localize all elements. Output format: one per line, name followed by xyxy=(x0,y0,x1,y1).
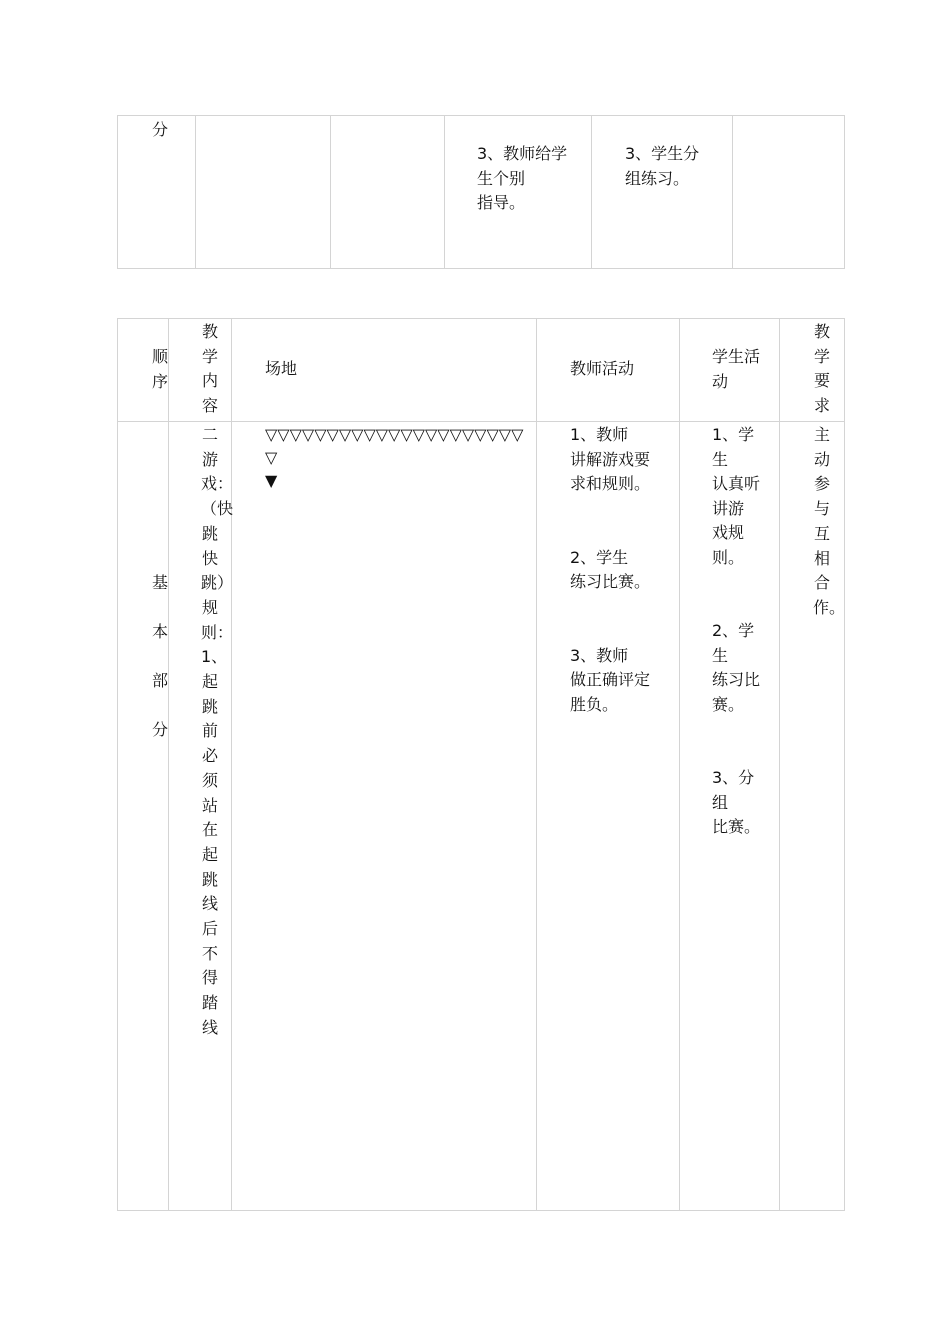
header-content: 教学内容 xyxy=(201,322,218,416)
header-teacher-activity: 教师活动 xyxy=(570,359,635,378)
top-table xyxy=(117,115,845,269)
top-teacher-activity-cell: 3、教师给学 生个别 指导。 xyxy=(477,144,568,212)
header-venue: 场地 xyxy=(265,359,298,378)
student-activity-cell: 1、学 生 认真听 讲游 戏规 则。 2、学 生 练习比 赛。 3、分 组 比赛。 xyxy=(712,425,761,836)
top-order-cell: 分 xyxy=(152,120,169,139)
venue-formation-row-2: ▽ xyxy=(265,448,278,467)
game-content-cell: 二游戏：（快跳快跳）规则： 1、起跳前必须站在起跳线后不得踏线 xyxy=(201,425,274,1037)
teacher-activity-cell: 1、教师 讲解游戏要 求和规则。 2、学生 练习比赛。 3、教师 做正确评定 胜负。 xyxy=(570,425,651,714)
requirement-cell: 主动参与互相合作。 xyxy=(813,425,846,617)
header-requirement: 教学要求 xyxy=(813,322,830,416)
venue-formation-row-1: ▽▽▽▽▽▽▽▽▽▽▽▽▽▽▽▽▽▽▽▽▽ xyxy=(265,425,524,444)
section-label: 基 本 部 分 xyxy=(152,573,169,739)
venue-teacher-marker: ▼ xyxy=(265,471,278,490)
lesson-table xyxy=(117,318,845,1211)
top-student-activity-cell: 3、学生分 组练习。 xyxy=(625,144,700,188)
header-order: 顺 序 xyxy=(152,347,169,391)
header-student-activity: 学生活 动 xyxy=(712,347,761,391)
